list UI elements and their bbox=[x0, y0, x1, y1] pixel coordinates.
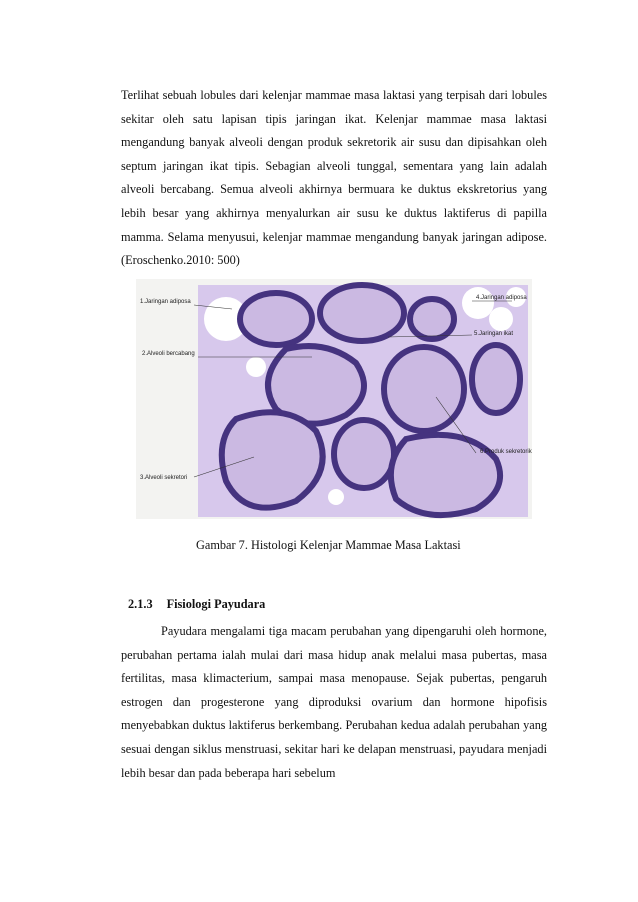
section-number: 2.1.3 bbox=[128, 597, 153, 611]
paragraph-histology: Terlihat sebuah lobules dari kelenjar mammae masa laktasi yang terpisah dari lobules sekitar oleh satu lapisan tipis jaringan ikat. Kelenjar mammae masa laktasi mengandung banyak alveoli dengan produk sekretorik air susu dan dipisahkan oleh septum jaringan ikat tipis. Sebagian alveoli tunggal, sementara yang lain adalah alveoli bercabang. Semua alveoli akhirnya bermuara ke duktus ekskretorius yang lebih besar yang akhirnya menyalurkan air susu ke duktus laktiferus di papilla mamma. Selama menyusui, kelenjar mammae mengandung banyak jaringan adipose. (Eroschenko.2010: 500) bbox=[121, 88, 547, 268]
figure-label-6: 6.Produk sekretorik bbox=[480, 449, 532, 455]
histology-figure bbox=[136, 279, 532, 519]
histology-micrograph bbox=[136, 279, 532, 519]
alveolus bbox=[410, 299, 454, 339]
figure-label-5: 5.Jaringan ikat bbox=[474, 331, 514, 337]
alveolus bbox=[334, 420, 394, 488]
alveolus bbox=[240, 293, 312, 345]
adipose-cell bbox=[328, 489, 344, 505]
adipose-cell bbox=[462, 287, 494, 319]
alveolus bbox=[384, 347, 464, 431]
figure-label-2: 2.Alveoli bercabang bbox=[142, 351, 195, 357]
paragraph-physiology: Payudara mengalami tiga macam perubahan yang dipengaruhi oleh hormone, perubahan pertama ialah mulai dari masa hidup anak melalui masa pubertas, masa fertilitas, masa klimacterium, sampai masa menopause. Sejak pubertas, pengaruh estrogen dan progesterone yang diproduksi ovarium dan hormone hipofisis menyebabkan duktus laktiferus berkembang. Perubahan kedua adalah perubahan yang sesuai dengan siklus menstruasi, sekitar hari ke delapan menstruasi, payudara menjadi lebih besar dan pada beberapa hari sebelum bbox=[121, 624, 547, 780]
alveolus-secretory bbox=[222, 412, 323, 507]
adipose-cell bbox=[246, 357, 266, 377]
alveolus bbox=[391, 435, 500, 515]
figure-label-4: 4.Jaringan adiposa bbox=[476, 295, 527, 301]
figure-label-1: 1.Jaringan adiposa bbox=[140, 299, 191, 305]
section-heading bbox=[128, 597, 265, 612]
alveolus bbox=[472, 345, 520, 413]
alveolus bbox=[320, 285, 404, 341]
figure-caption: Gambar 7. Histologi Kelenjar Mammae Masa Laktasi bbox=[196, 538, 461, 552]
figure-label-3: 3.Alveoli sekretori bbox=[140, 475, 188, 481]
adipose-cell bbox=[489, 307, 513, 331]
section-title: Fisiologi Payudara bbox=[166, 597, 266, 611]
